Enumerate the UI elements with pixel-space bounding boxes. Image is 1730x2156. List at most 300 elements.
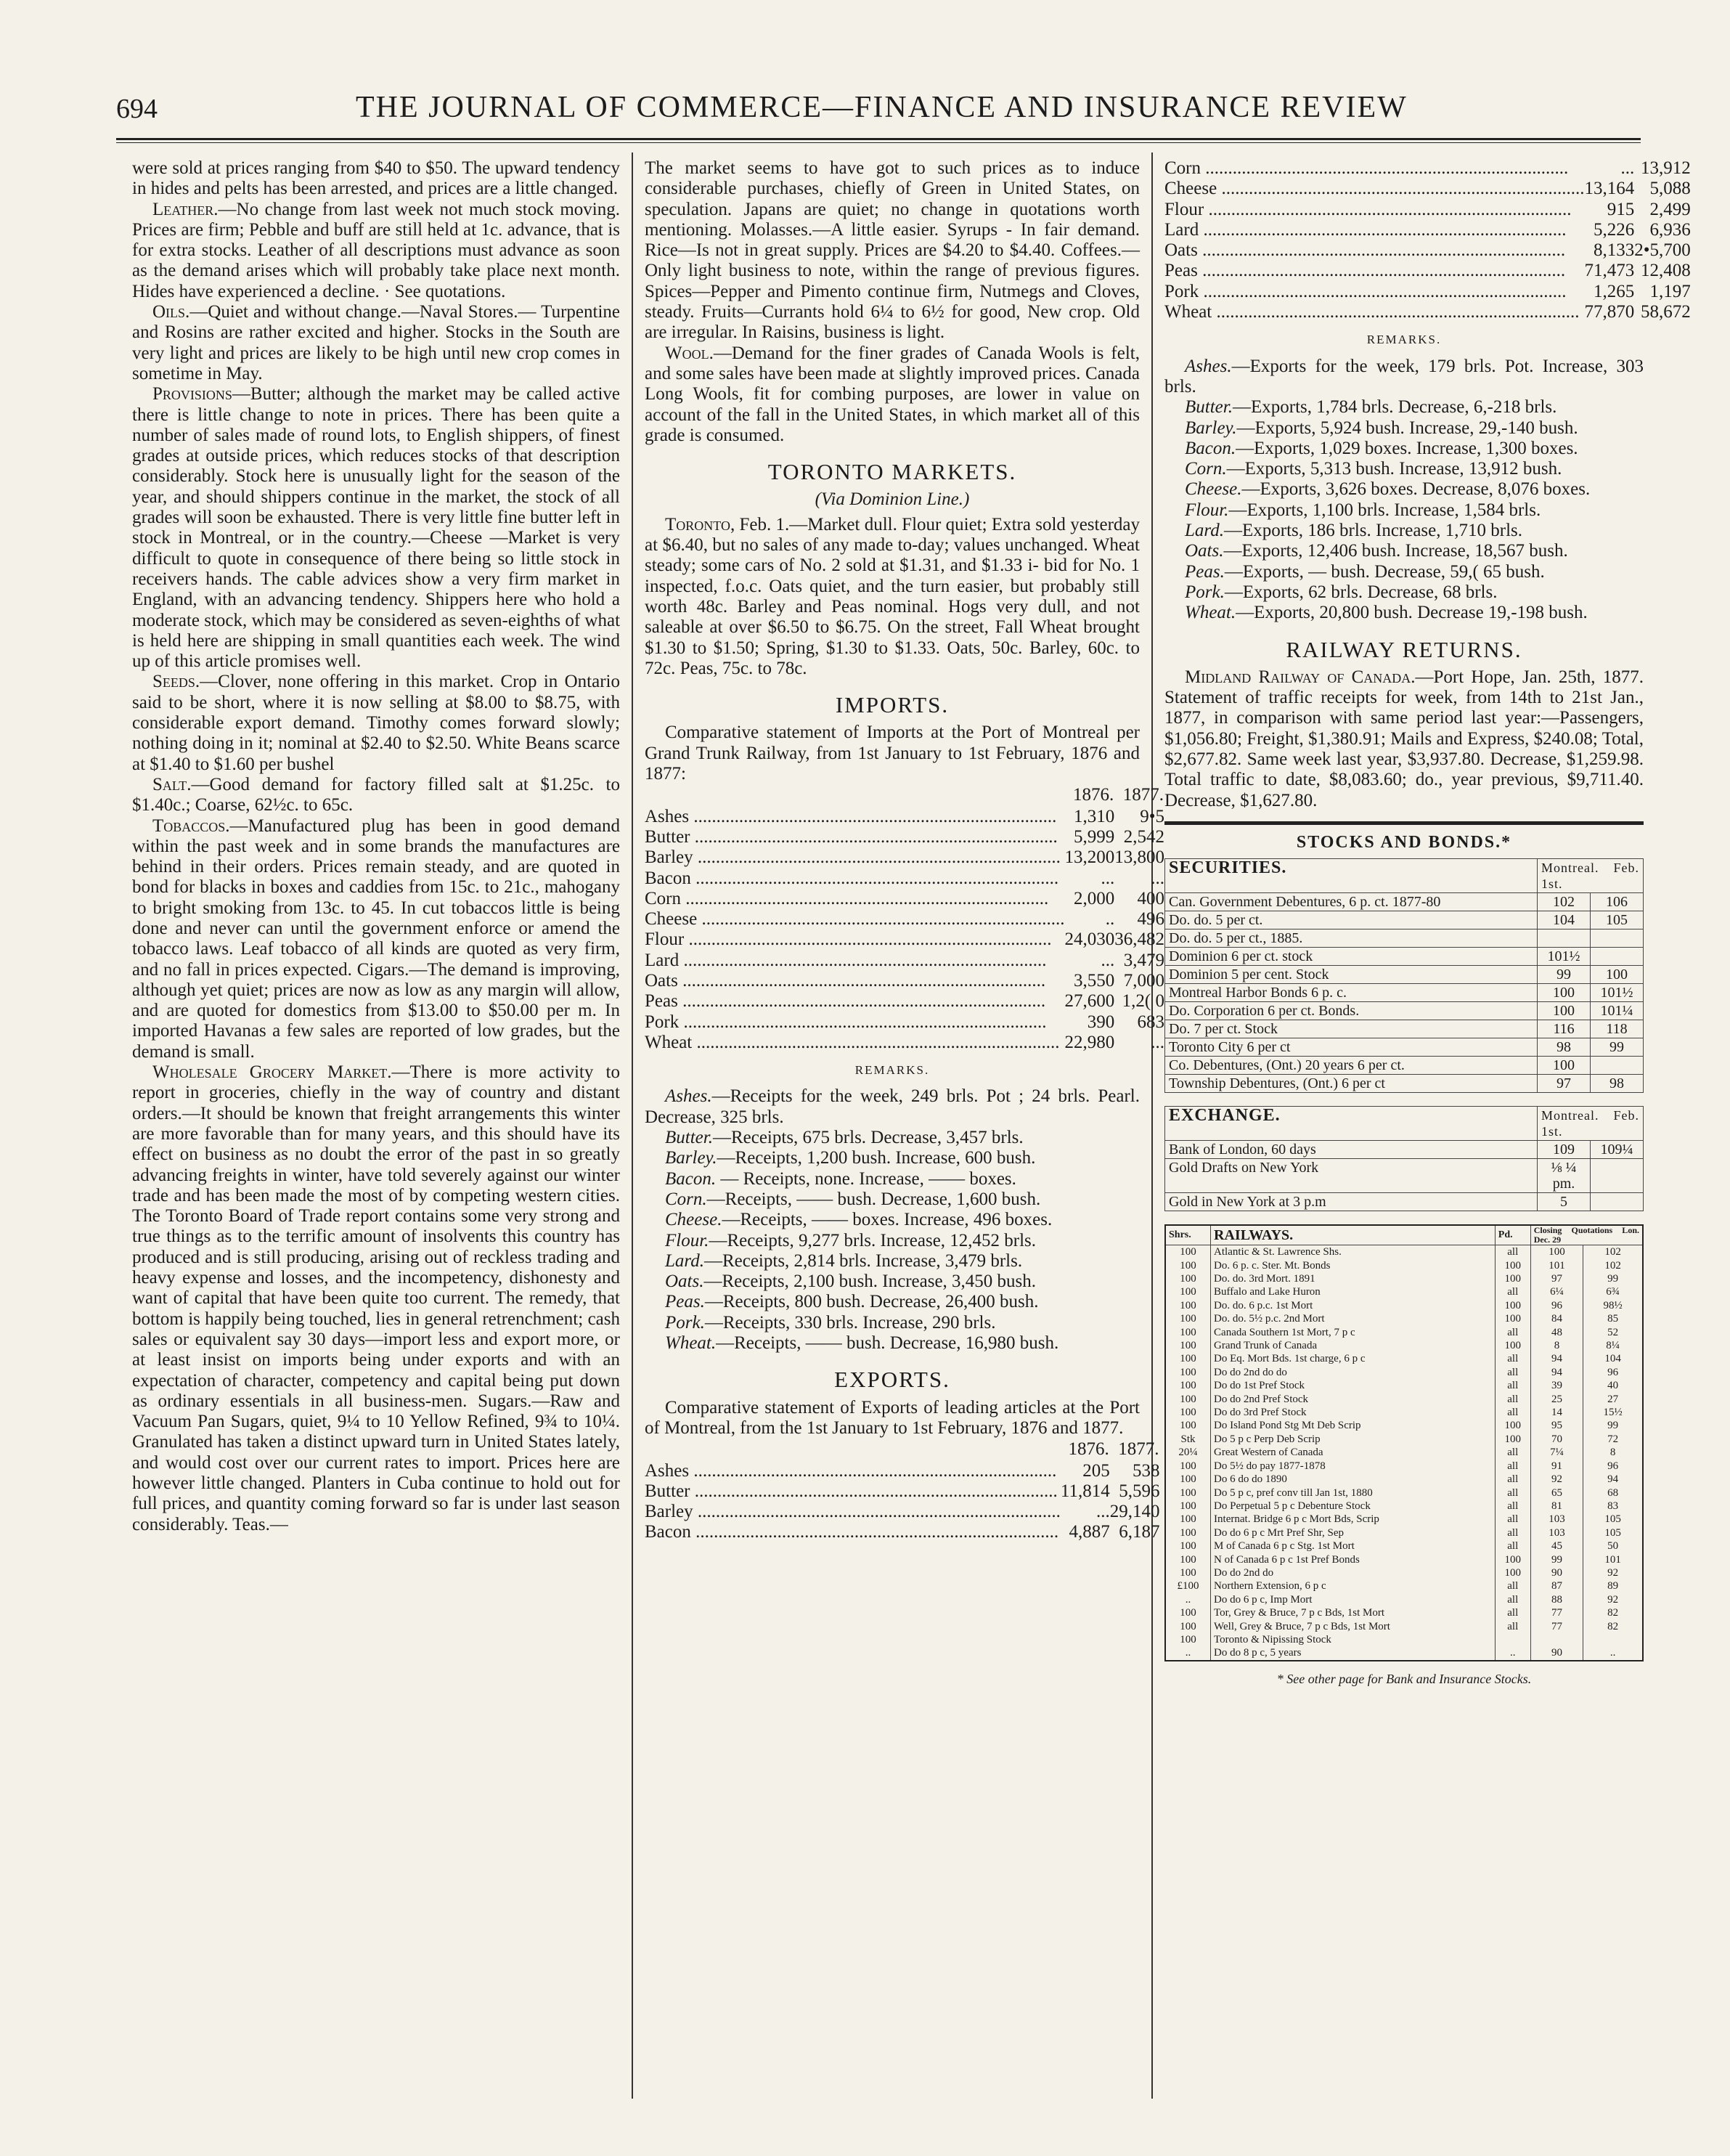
railway-row [1165, 1352, 1643, 1365]
remark-commodity: Oats. [1185, 541, 1224, 561]
railway-name: Great Western of Canada [1211, 1446, 1496, 1459]
remark-text: —Exports, 1,029 boxes. Increase, 1,300 boxes. [1236, 438, 1578, 458]
railway-row [1165, 1419, 1643, 1432]
remark-text: —Exports, — bush. Decrease, 59,( 65 bush. [1224, 561, 1545, 582]
commodity-name: Lard ..... [645, 951, 1046, 970]
commodity-value: 5,596 [1119, 1481, 1160, 1501]
railway-row [1165, 1566, 1643, 1579]
exports-row [1164, 200, 1691, 220]
railway-paid: 100 [1495, 1566, 1530, 1579]
railway-quote-low: 103 [1530, 1526, 1583, 1539]
tobaccos-paragraph [132, 816, 620, 1063]
remark-commodity: Lard. [1185, 521, 1224, 541]
railway-row [1165, 1539, 1643, 1553]
grocery-text: —There is more activity to report in groceries, chiefly in the way of country and distant orders.—It should be known that freight arrangements this winter are more favorable than for many years, and this should have its effect on business as no doubt the error of the past in so greatly advancing freights in winter, have told severely against our winter trade and has been made the most of by competing western cities. The Toronto Board of Trade report contains some very strong and true things as to the terrific amount of insolvents this country has produced and is still producing, arising out of reckless trading and heavy expense and losses, and the incompetency, dishonesty and want of capital that have been quite too current. The remedy, that bottom is happily being touched, lies in general retrenchment; cash sales or equivalent say 30 days—import less and export more, or at least insist on imports being under exports and with an expectation of character, competency and capital being put down as ordinary essentials in all business-men. Sugars.—Raw and Vacuum Pan Sugars, quiet, 9¼ to 10 Yellow Refined, 9¾ to 10¼. Granulated has taken a distinct upward turn in United States lately, and would cost over our current rates to import. Prices here are however little changed. Planters in Cuba continue to hold out for full prices, and quantity coming forward so far is under last season considerably. Teas.— [132, 1062, 620, 1534]
column-3 [1164, 158, 1691, 1689]
remark-text: —Receipts, —— boxes. Increase, 496 boxes. [722, 1210, 1053, 1230]
commodity-value: 12,408 [1640, 261, 1691, 281]
quotation-value: 101¼ [1591, 1002, 1644, 1020]
securities-header [1165, 859, 1644, 893]
railway-shares: 100 [1165, 1326, 1211, 1339]
exchange-heading: EXCHANGE. [1165, 1107, 1538, 1141]
railway-name: Do 5 p c, pref conv till Jan 1st, 1880 [1211, 1486, 1496, 1500]
seeds-heading: Seeds. [152, 672, 200, 692]
exports-row [645, 1481, 1159, 1502]
commodity-name: Oats ..... [645, 971, 1045, 990]
railway-paid: all [1495, 1606, 1530, 1619]
commodity-value: 27,600 [1064, 991, 1115, 1012]
export-remark [1164, 541, 1644, 561]
railway-quote-low: 90 [1530, 1566, 1583, 1579]
security-name: Do. do. 5 per ct. [1165, 911, 1538, 929]
imports-row [645, 971, 1164, 991]
commodity-name: Cheese ..... [1164, 179, 1584, 198]
grocery-heading: Wholesale Grocery Market. [152, 1062, 392, 1083]
commodity-value: 1,265 [1593, 281, 1635, 301]
railway-quote-high: 52 [1583, 1326, 1643, 1339]
quotation-value: 98 [1591, 1075, 1644, 1093]
grocery-paragraph [132, 1062, 620, 1535]
railway-quote-high: 96 [1583, 1366, 1643, 1379]
railway-shares: 100 [1165, 1312, 1211, 1325]
railway-quote-high: 104 [1583, 1352, 1643, 1365]
railway-name: Toronto & Nipissing Stock [1211, 1633, 1496, 1646]
railway-quote-low: 96 [1530, 1299, 1583, 1312]
railway-shares: 100 [1165, 1285, 1211, 1298]
railway-quote-low: 14 [1530, 1406, 1583, 1419]
page-header [116, 86, 1641, 129]
paid-heading: Pd. [1495, 1225, 1530, 1245]
page-number: 694 [116, 94, 158, 124]
remark-commodity: Butter. [1185, 397, 1233, 418]
railway-row [1165, 1473, 1643, 1486]
railway-name: Do do 3rd Pref Stock [1211, 1406, 1496, 1419]
railway-paid: all [1495, 1500, 1530, 1513]
commodity-name: Flour ..... [645, 929, 1051, 949]
remark-text: —Exports, 1,100 brls. Increase, 1,584 brls. [1228, 500, 1541, 520]
security-name: Do. 7 per ct. Stock [1165, 1020, 1538, 1038]
export-remark [1164, 357, 1644, 398]
security-name: Gold Drafts on New York [1165, 1159, 1538, 1193]
provisions-text: —Butter; although the market may be called active there is little change to note in prices. There has been quite a number of sales made of round lots, to English shippers, of finest grades at outside prices, which reduces stocks of that description considerably. Stock here is unusually light for the season of the year, and should shippers continue in the market, the stock of all grades will soon be exhausted. There is very little fine butter left in stock in Montreal, or in the country.—Cheese —Market is very difficult to quote in consequence of there being so little stock in receivers hands. The cable advices show a very firm market in England, with an advancing tendency. Shippers here who hold a moderate stock, which may be considered as seven-eighths of what is held here are shipping in small quantities each week. The wind up of this article promises well. [132, 384, 621, 672]
salt-paragraph [132, 775, 620, 816]
import-remark [645, 1189, 1140, 1210]
import-remark [645, 1086, 1140, 1128]
railway-name: Do do 2nd Pref Stock [1211, 1393, 1496, 1406]
imports-row [645, 1033, 1164, 1053]
railway-quote-low: 70 [1530, 1433, 1583, 1446]
railway-quote-high: 94 [1583, 1473, 1643, 1486]
quotation-value [1591, 929, 1644, 948]
quotation-value: 97 [1538, 1075, 1591, 1093]
railway-shares: Stk [1165, 1433, 1211, 1446]
commodity-value: 58,672 [1640, 302, 1691, 322]
railway-name: Do. do. 5½ p.c. 2nd Mort [1211, 1312, 1496, 1325]
quotation-value [1591, 1159, 1644, 1193]
remark-text: —Exports, 186 brls. Increase, 1,710 brls. [1223, 521, 1523, 541]
commodity-value: .. [1105, 909, 1115, 929]
railway-paid: all [1495, 1393, 1530, 1406]
commodity-name: Corn ..... [645, 889, 1048, 908]
import-remarks [645, 1086, 1140, 1354]
header-rule-thin [116, 142, 1641, 143]
column-divider-1 [632, 152, 633, 2099]
quotation-value: 100 [1538, 1057, 1591, 1075]
railway-quote-low: 8 [1530, 1339, 1583, 1352]
railway-paid: 100 [1495, 1312, 1530, 1325]
commodity-value: ... [1620, 158, 1635, 178]
wool-paragraph [645, 343, 1140, 446]
commodity-name: Ashes ..... [645, 807, 1056, 826]
remark-commodity: Flour. [665, 1230, 709, 1250]
security-row [1165, 1057, 1644, 1075]
security-row [1165, 1020, 1644, 1038]
railway-paid: 100 [1495, 1419, 1530, 1432]
railway-row [1165, 1646, 1643, 1660]
railway-shares: 100 [1165, 1526, 1211, 1539]
export-remark [1164, 603, 1644, 623]
railway-name: Do 5½ do pay 1877-1878 [1211, 1460, 1496, 1473]
remark-text: —Exports, 5,924 bush. Increase, 29,-140 bush. [1236, 418, 1578, 438]
railway-quote-low [1530, 1633, 1583, 1646]
remark-text: —Exports, 3,626 boxes. Decrease, 8,076 boxes. [1241, 479, 1591, 500]
railway-quote-high: 85 [1583, 1312, 1643, 1325]
railway-quote-high: 8¼ [1583, 1339, 1643, 1352]
railway-quote-high: 92 [1583, 1566, 1643, 1579]
railway-row [1165, 1379, 1643, 1392]
railway-quote-low: 77 [1530, 1606, 1583, 1619]
railway-row [1165, 1393, 1643, 1406]
railway-name: Grand Trunk of Canada [1211, 1339, 1496, 1352]
remark-commodity: Peas. [665, 1292, 705, 1312]
railway-paid: all [1495, 1446, 1530, 1459]
quotation-value [1591, 1057, 1644, 1075]
exports-row [645, 1502, 1159, 1522]
import-remark [645, 1333, 1140, 1354]
railway-paid: all [1495, 1406, 1530, 1419]
railway-name: Do do 6 p c Mrt Pref Shr, Sep [1211, 1526, 1496, 1539]
railway-quote-high: 15½ [1583, 1406, 1643, 1419]
railway-paid: all [1495, 1285, 1530, 1298]
railway-name: Buffalo and Lake Huron [1211, 1285, 1496, 1298]
railway-quote-low: 87 [1530, 1579, 1583, 1592]
seeds-paragraph [132, 672, 620, 774]
remark-text: —Receipts, 675 brls. Decrease, 3,457 brls. [712, 1128, 1024, 1148]
railway-row [1165, 1366, 1643, 1379]
commodity-value: ... [1151, 1032, 1164, 1052]
exchange-header [1165, 1107, 1644, 1141]
railway-quote-low: 48 [1530, 1326, 1583, 1339]
railway-shares: 100 [1165, 1460, 1211, 1473]
exports-row [1164, 240, 1691, 261]
remark-text: —Exports for the week, 179 brls. Pot. Increase, 303 brls. [1164, 356, 1644, 396]
railway-name: Internat. Bridge 6 p c Mort Bds, Scrip [1211, 1513, 1496, 1526]
quotation-value: 106 [1591, 893, 1644, 911]
railway-row [1165, 1446, 1643, 1459]
imports-row [645, 807, 1164, 827]
remark-commodity: Ashes. [1185, 356, 1232, 376]
railway-shares: 100 [1165, 1272, 1211, 1285]
railway-name: Do. do. 6 p.c. 1st Mort [1211, 1299, 1496, 1312]
commodity-value: 36,482 [1114, 929, 1164, 950]
commodity-value: 77,870 [1584, 302, 1635, 322]
railway-quote-high: 102 [1583, 1245, 1643, 1259]
railway-paid: all [1495, 1460, 1530, 1473]
exchange-table [1164, 1106, 1644, 1211]
imports-remarks-label: REMARKS. [854, 1063, 930, 1078]
import-remark [645, 1251, 1140, 1272]
railway-quote-high: 8 [1583, 1446, 1643, 1459]
teas-text: The market seems to have got to such prices as to induce considerable purchases, chiefly of Green in United States, on speculation. Japans are quiet; no change in quotations worth mentioning. Molasses.—A little easier. Syrups - In fair demand. Rice—Is not in great supply. Prices are $4.20 to $4.40. Coffees.— Only light business to note, within the range of previous figures. Spices—Pepper and Pimento continue firm, Nutmegs and Cloves, steady. Fruits—Currants hold 6¼ to 6½ for good, New crop. Old are irregular. In Raisins, business is light. [645, 158, 1140, 343]
export-remark [1164, 562, 1644, 582]
quotation-value: ⅛ ¼ pm. [1538, 1159, 1591, 1193]
remark-text: —Receipts, 330 brls. Increase, 290 brls. [704, 1312, 996, 1333]
commodity-value: 5,226 [1593, 219, 1635, 240]
railway-quote-low: 97 [1530, 1272, 1583, 1285]
quotation-value [1591, 1193, 1644, 1211]
commodity-value: 22,980 [1064, 1032, 1115, 1052]
railway-shares: 100 [1165, 1553, 1211, 1566]
tobaccos-heading: Tobaccos. [152, 815, 230, 836]
commodity-name: Butter ..... [645, 827, 1058, 847]
commodity-value: 9•5 [1140, 806, 1164, 826]
commodity-value: 1,310 [1073, 806, 1115, 826]
railway-quote-high: 101 [1583, 1553, 1643, 1566]
railway-quote-low: 95 [1530, 1419, 1583, 1432]
commodity-value: 4,887 [1069, 1522, 1110, 1542]
year-1876: 1876. [1072, 785, 1114, 805]
remark-commodity: Corn. [1185, 459, 1227, 479]
security-row [1165, 929, 1644, 948]
imports-row [645, 1012, 1164, 1033]
exchange-date-heading: Montreal. Feb. 1st. [1538, 1107, 1644, 1141]
export-remark [1164, 397, 1644, 418]
security-name: Dominion 5 per cent. Stock [1165, 966, 1538, 984]
railway-quote-low: 100 [1530, 1245, 1583, 1259]
railway-name: Do 5 p c Perp Deb Scrip [1211, 1433, 1496, 1446]
commodity-name: Barley ..... [645, 1502, 1061, 1521]
security-name: Can. Government Debentures, 6 p. ct. 1877-80 [1165, 893, 1538, 911]
railway-name: Do Eq. Mort Bds. 1st charge, 6 p c [1211, 1352, 1496, 1365]
commodity-name: Pork ..... [645, 1012, 1046, 1032]
railway-name: M of Canada 6 p c Stg. 1st Mort [1211, 1539, 1496, 1553]
railway-quote-high: 99 [1583, 1419, 1643, 1432]
railway-shares: 100 [1165, 1473, 1211, 1486]
imports-row [645, 847, 1164, 868]
railway-paid: all [1495, 1379, 1530, 1392]
security-name: Bank of London, 60 days [1165, 1141, 1538, 1159]
year-1877: 1877. [1122, 785, 1164, 805]
import-remark [645, 1313, 1140, 1333]
railway-returns-title: RAILWAY RETURNS. [1286, 636, 1522, 662]
quotation-value: 118 [1591, 1020, 1644, 1038]
remark-commodity: Barley. [665, 1148, 717, 1168]
commodity-name: Ashes ..... [645, 1461, 1056, 1481]
hides-text: were sold at prices ranging from $40 to $50. The upward tendency in hides and pelts has been arrested, and prices are a little changed. [132, 158, 620, 199]
quotation-value: 99 [1538, 966, 1591, 984]
wool-text: —Demand for the finer grades of Canada Wools is felt, and some sales have been made at slightly improved prices. Canada Long Wools, fit for combing purposes, are lower in value on account of the fall in the United States, in which market all of this grade is consumed. [645, 343, 1140, 445]
commodity-value: 400 [1137, 888, 1164, 908]
railway-shares: 100 [1165, 1419, 1211, 1432]
toronto-dateline: Toronto, [665, 514, 735, 534]
railway-quote-low: 88 [1530, 1593, 1583, 1606]
tobaccos-text: —Manufactured plug has been in good demand within the past week and in some brands the manufactures are behind in their orders. Prices remain steady, and are quoted in bond for blacks in boxes and caddies from 15c. to 21c., mahogany to bright smoking from 13c. to 45. In cut tobaccos little is being done and never can until the government enforce or amend the tobacco laws. Leaf tobacco of all kinds are quoted as very firm, and no fall in prices expected. Cigars.—The demand is improving, although yet quiet; prices are now as low as any margin will allow, and are quoted for domestics from $13.00 to $50.00 per m. In imported Havanas a few sales are reported of low grades, but the demand is small. [132, 815, 620, 1062]
railway-shares: 20¼ [1165, 1446, 1211, 1459]
commodity-value: 6,936 [1649, 219, 1691, 240]
quotation-value: 116 [1538, 1020, 1591, 1038]
export-remark [1164, 418, 1644, 439]
quotation-value: 5 [1538, 1193, 1591, 1211]
commodity-name: Bacon ..... [645, 1522, 1058, 1542]
export-remark [1164, 479, 1644, 500]
railway-paid: 100 [1495, 1553, 1530, 1566]
railway-quote-low: 99 [1530, 1553, 1583, 1566]
remark-commodity: Peas. [1185, 561, 1225, 582]
commodity-value: 24,030 [1064, 929, 1115, 950]
railway-row [1165, 1553, 1643, 1566]
exports-row [1164, 220, 1691, 240]
railway-text: —Port Hope, Jan. 25th, 1877. Statement of traffic receipts for week, from 14th to 21st Jan., 1877, in comparison with same period last year:—Passengers, $1,056.80; Freight, $1,380.91; Mails and Express, $240.08; Total, $2,677.82. Same week last year, $3,937.80. Decrease, $1,259.98. Total traffic to date, $8,083.60; do., year previous, $9,711.40. Decrease, $1,627.80. [1164, 667, 1644, 810]
export-remark [1164, 459, 1644, 479]
commodity-value: ... [1151, 868, 1164, 888]
railway-paid: all [1495, 1620, 1530, 1633]
railway-quote-low: 94 [1530, 1352, 1583, 1365]
commodity-value: 2,000 [1073, 888, 1115, 908]
railway-heading: Midland Railway of Canada. [1185, 667, 1416, 687]
security-name: Township Debentures, (Ont.) 6 per ct [1165, 1075, 1538, 1093]
commodity-value: 29,140 [1109, 1502, 1160, 1522]
railway-shares: 100 [1165, 1633, 1211, 1646]
railway-shares: 100 [1165, 1566, 1211, 1579]
railway-quote-low: 65 [1530, 1486, 1583, 1500]
railway-name: Do Perpetual 5 p c Debenture Stock [1211, 1500, 1496, 1513]
commodity-value: ... [1101, 950, 1115, 970]
exports-row [1164, 158, 1691, 179]
exports-row [1164, 261, 1691, 281]
export-remark [1164, 500, 1644, 521]
railways-heading: RAILWAYS. [1211, 1225, 1496, 1245]
exports-table-part1 [645, 1439, 1159, 1542]
railway-paid: all [1495, 1579, 1530, 1592]
railway-shares: 100 [1165, 1339, 1211, 1352]
quotation-value: 105 [1591, 911, 1644, 929]
remark-commodity: Ashes. [665, 1086, 712, 1107]
commodity-value: ... [1101, 868, 1115, 888]
exports-row [1164, 282, 1691, 302]
quotation-value: 100 [1538, 984, 1591, 1002]
remark-commodity: Barley. [1185, 418, 1237, 438]
railway-quote-high: 40 [1583, 1379, 1643, 1392]
quotation-value: 102 [1538, 893, 1591, 911]
quotation-value: 109 [1538, 1141, 1591, 1159]
railway-quote-low: 94 [1530, 1366, 1583, 1379]
salt-heading: Salt. [152, 774, 192, 794]
security-name: Gold in New York at 3 p.m [1165, 1193, 1538, 1211]
commodity-value: 2,542 [1123, 826, 1164, 847]
railway-quote-high: 99 [1583, 1272, 1643, 1285]
security-name: Do. do. 5 per ct., 1885. [1165, 929, 1538, 948]
quotation-value: 100 [1538, 1002, 1591, 1020]
security-row [1165, 893, 1644, 911]
exports-row [645, 1522, 1159, 1542]
quotation-value [1538, 929, 1591, 948]
remark-text: —Receipts, 9,277 brls. Increase, 12,452 brls. [709, 1230, 1037, 1250]
oils-paragraph [132, 302, 620, 384]
railway-quote-low: 103 [1530, 1513, 1583, 1526]
railway-quote-high: 72 [1583, 1433, 1643, 1446]
railway-row [1165, 1500, 1643, 1513]
security-name: Do. Corporation 6 per ct. Bonds. [1165, 1002, 1538, 1020]
railway-quote-low: 45 [1530, 1539, 1583, 1553]
railway-quote-high: 82 [1583, 1606, 1643, 1619]
railway-paid: all [1495, 1486, 1530, 1500]
remark-commodity: Butter. [665, 1128, 713, 1148]
railway-shares: .. [1165, 1646, 1211, 1660]
securities-heading: SECURITIES. [1165, 859, 1538, 893]
railway-quote-low: 91 [1530, 1460, 1583, 1473]
railway-name: N of Canada 6 p c 1st Pref Bonds [1211, 1553, 1496, 1566]
railway-quote-low: 7¼ [1530, 1446, 1583, 1459]
commodity-value: 13,800 [1114, 847, 1164, 868]
railway-shares: 100 [1165, 1299, 1211, 1312]
railway-name: Do 6 do do 1890 [1211, 1473, 1496, 1486]
railway-paid: 100 [1495, 1272, 1530, 1285]
railway-paid: all [1495, 1245, 1530, 1259]
column-1 [132, 158, 620, 1535]
exports-year-row [645, 1439, 1159, 1460]
imports-row [645, 889, 1164, 909]
railway-shares: .. [1165, 1593, 1211, 1606]
remark-text: —Receipts, 2,814 brls. Increase, 3,479 brls. [703, 1250, 1023, 1271]
exports-row [645, 1461, 1159, 1481]
export-remarks [1164, 357, 1644, 624]
remark-commodity: Wheat. [1185, 603, 1236, 623]
closing-quotations-heading: Closing Quotations Lon. Dec. 29 [1530, 1225, 1643, 1245]
railway-name: Well, Grey & Bruce, 7 p c Bds, 1st Mort [1211, 1620, 1496, 1633]
railway-paid: 100 [1495, 1433, 1530, 1446]
railway-quote-low: 81 [1530, 1500, 1583, 1513]
quotation-value: 109¼ [1591, 1141, 1644, 1159]
railway-quote-high: 105 [1583, 1513, 1643, 1526]
railway-row [1165, 1433, 1643, 1446]
railway-quote-high: 68 [1583, 1486, 1643, 1500]
railway-row [1165, 1526, 1643, 1539]
exports-row [1164, 179, 1691, 199]
railway-row [1165, 1460, 1643, 1473]
railway-shares: 100 [1165, 1486, 1211, 1500]
commodity-name: Bacon ..... [645, 868, 1058, 888]
security-name: Toronto City 6 per ct [1165, 1038, 1538, 1057]
railway-shares: 100 [1165, 1539, 1211, 1553]
remark-text: — Receipts, none. Increase, —— boxes. [716, 1168, 1016, 1189]
railway-paid: all [1495, 1366, 1530, 1379]
oils-heading: Oils. [152, 302, 190, 322]
import-remark [645, 1272, 1140, 1292]
leather-paragraph [132, 200, 620, 302]
imports-intro: Comparative statement of Imports at the Port of Montreal per Grand Trunk Railway, from 1st January to 1st February, 1876 and 1877: [645, 723, 1140, 784]
commodity-value: 1,197 [1649, 281, 1691, 301]
commodity-value: 5,088 [1649, 179, 1691, 199]
exports-row [1164, 302, 1691, 322]
commodity-name: Peas ..... [645, 991, 1045, 1011]
export-remark [1164, 521, 1644, 541]
railway-row [1165, 1299, 1643, 1312]
quotation-value: 99 [1591, 1038, 1644, 1057]
quotation-value [1591, 948, 1644, 966]
imports-table [645, 784, 1164, 1053]
commodity-value: ... [1095, 1502, 1110, 1522]
remark-text: —Receipts, —— bush. Decrease, 1,600 bush. [706, 1189, 1041, 1209]
